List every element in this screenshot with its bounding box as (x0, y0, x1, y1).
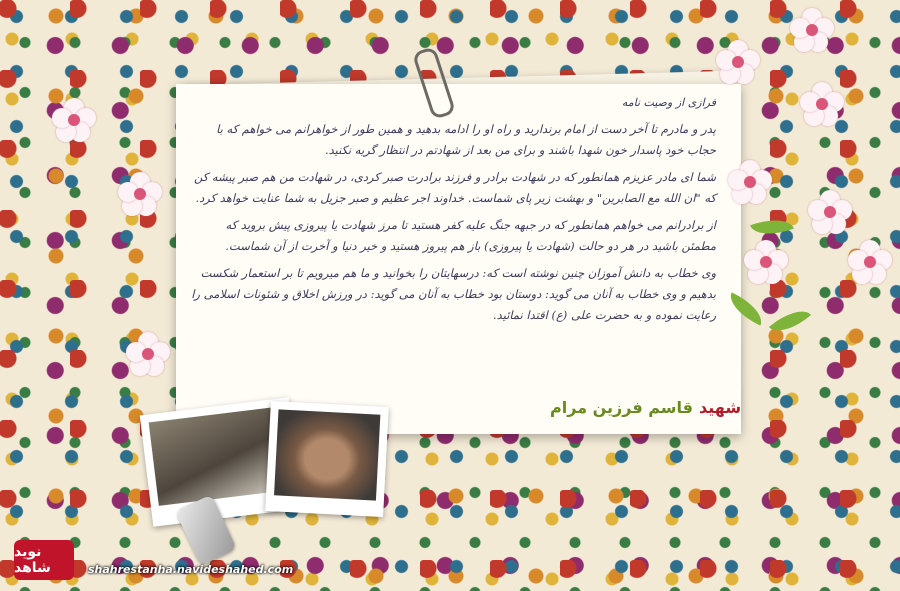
blossom-icon (800, 82, 844, 126)
letter-paragraph-1: پدر و مادرم تا آخر دست از امام برندارید و راه او را ادامه بدهید و همین طور از خواهرانم می خواهم که با حجاب خود پاسدار خون شهدا باشند و برای من بعد از شهادتم در انتظار گریه نکنید. (216, 122, 716, 157)
blossom-icon (126, 332, 170, 376)
martyr-name: قاسم فرزین مرام (550, 398, 694, 417)
blossom-icon (790, 8, 834, 52)
site-url[interactable]: shahrestanha.navideshahed.com (88, 563, 294, 576)
leaf-icon (750, 212, 794, 243)
letter-paragraph-3: از برادرانم می خواهم همانطور که در جبهه جنگ علیه کفر هستید تا مرز شهادت یا پیروزی پیش بروید که مطمئن باشید در هر دو حالت (شهادت یا پیروزی) باز هم پیروز هستید و خیر دنیا و آخرت از آن شماست. (225, 218, 716, 253)
letter-text (188, 96, 716, 332)
blossom-icon (728, 160, 772, 204)
letter-paragraph-4: وی خطاب به دانش آموزان چنین نوشته است که: درسهایتان را بخوانید و ما هم میرویم تا بر استعمار شکست بدهیم و وی خطاب به آنان می گوید: دوستان بود خطاب به آنان می گوید: در ورزش اخلاق و شئونات اسلامی را رعایت نموده و به حضرت علی (ع) اقتدا نمائید. (191, 266, 716, 322)
letter-paragraph-2: شما ای مادر عزیزم همانطور که در شهادت برادر و فرزند برادرت صبر کردی، در شهادت من هم صبر پیشه کن که "ان الله مع الصابرین" و بهشت زیر پای شماست. خداوند اجر عظیم و صبر جزیل به شما عنایت خواهد کرد. (193, 170, 716, 205)
portrait-photo (265, 401, 389, 517)
site-logo: نوید شاهد (14, 540, 74, 580)
blossom-icon (52, 98, 96, 142)
blossom-icon (848, 240, 892, 284)
blossom-icon (808, 190, 852, 234)
blossom-icon (716, 40, 760, 84)
martyr-name-line (550, 398, 741, 417)
blossom-icon (744, 240, 788, 284)
blossom-icon (118, 172, 162, 216)
leaf-icon (769, 301, 811, 341)
martyr-prefix: شهید (699, 398, 742, 417)
letter-heading: فرازی از وصیت نامه (621, 96, 716, 109)
portrait-photo-image (274, 409, 380, 500)
